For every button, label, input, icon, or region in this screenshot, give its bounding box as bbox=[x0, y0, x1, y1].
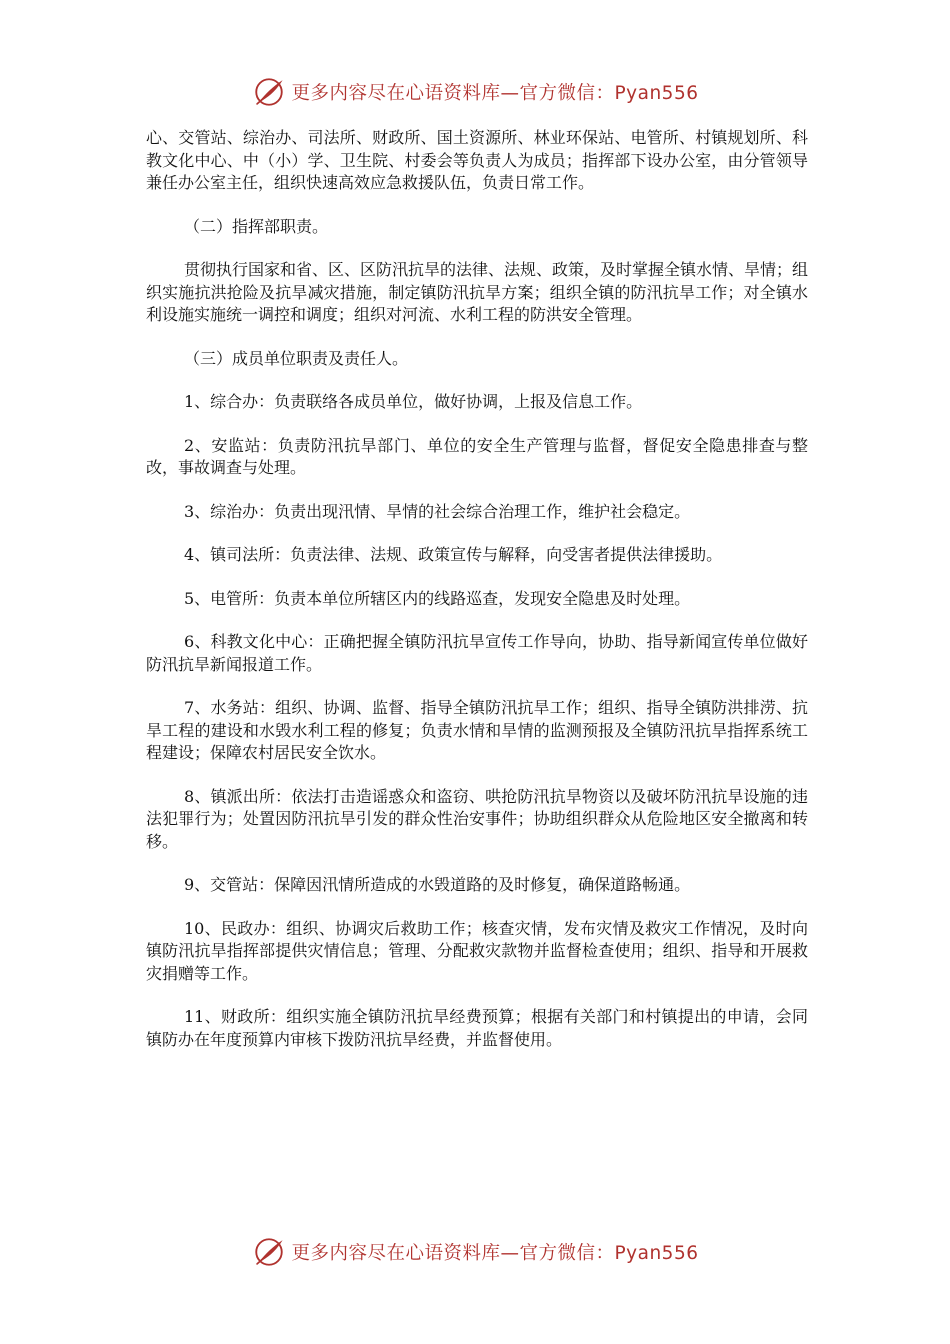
footer-banner bbox=[0, 1232, 950, 1272]
section-heading: （三）成员单位职责及责任人。 bbox=[184, 348, 409, 368]
paragraph: 贯彻执行国家和省、区、区防汛抗旱的法律、法规、政策，及时掌握全镇水情、旱情；组织实施抗洪抢险及抗旱减灾措施，制定镇防汛抗旱方案；组织全镇的防汛抗旱工作；对全镇水利设施实施统一调控和调度；组织对河流、水利工程的防洪安全管理。 bbox=[146, 260, 809, 324]
list-item: 4、镇司法所：负责法律、法规、政策宣传与解释，向受害者提供法律援助。 bbox=[184, 545, 723, 564]
list-item: 2、安监站：负责防汛抗旱部门、单位的安全生产管理与监督，督促安全隐患排查与整改，事故调查与处理。 bbox=[146, 435, 808, 477]
paragraph: 心、交管站、综治办、司法所、财政所、国土资源所、林业环保站、电管所、村镇规划所、科教文化中心、中（小）学、卫生院、村委会等负责人为成员；指挥部下设办公室，由分管领导兼任办公室主任，组织快速高效应急救援队伍，负责日常工作。 bbox=[146, 128, 808, 192]
quill-logo-icon bbox=[252, 1235, 286, 1269]
quill-logo-icon bbox=[252, 75, 286, 109]
header-banner bbox=[0, 72, 950, 112]
list-item: 10、民政办：组织、协调灾后救助工作；核查灾情，发布灾情及救灾工作情况，及时向镇防汛抗旱指挥部提供灾情信息；管理、分配救灾款物并监督检查使用；组织、指导和开展救灾捐赠等工作。 bbox=[146, 918, 808, 983]
list-item: 3、综治办：负责出现汛情、旱情的社会综合治理工作，维护社会稳定。 bbox=[184, 501, 691, 521]
list-item: 8、镇派出所：依法打击造谣惑众和盗窃、哄抢防汛抗旱物资以及破坏防汛抗旱设施的违法犯罪行为；处置因防汛抗旱引发的群众性治安事件；协助组织群众从危险地区安全撤离和转移。 bbox=[146, 786, 808, 851]
document-body bbox=[146, 127, 808, 1072]
banner-text: 更多内容尽在心语资料库—官方微信：Pyan556 bbox=[291, 1243, 699, 1264]
list-item: 9、交管站：保障因汛情所造成的水毁道路的及时修复，确保道路畅通。 bbox=[184, 875, 691, 894]
list-item: 11、财政所：组织实施全镇防汛抗旱经费预算；根据有关部门和村镇提出的申请，会同镇防办在年度预算内审核下拨防汛抗旱经费，并监督使用。 bbox=[146, 1007, 808, 1049]
list-item: 7、水务站：组织、协调、监督、指导全镇防汛抗旱工作；组织、指导全镇防洪排涝、抗旱工程的建设和水毁水利工程的修复；负责水情和旱情的监测预报及全镇防汛抗旱指挥系统工程建设；保障农村居民安全饮水。 bbox=[146, 698, 808, 762]
list-item: 1、综合办：负责联络各成员单位，做好协调，上报及信息工作。 bbox=[184, 392, 643, 411]
list-item: 6、科教文化中心：正确把握全镇防汛抗旱宣传工作导向，协助、指导新闻宣传单位做好防汛抗旱新闻报道工作。 bbox=[146, 632, 808, 674]
section-heading: （二）指挥部职责。 bbox=[184, 216, 329, 236]
list-item: 5、电管所：负责本单位所辖区内的线路巡查，发现安全隐患及时处理。 bbox=[184, 588, 691, 608]
banner-text: 更多内容尽在心语资料库—官方微信：Pyan556 bbox=[291, 83, 699, 104]
